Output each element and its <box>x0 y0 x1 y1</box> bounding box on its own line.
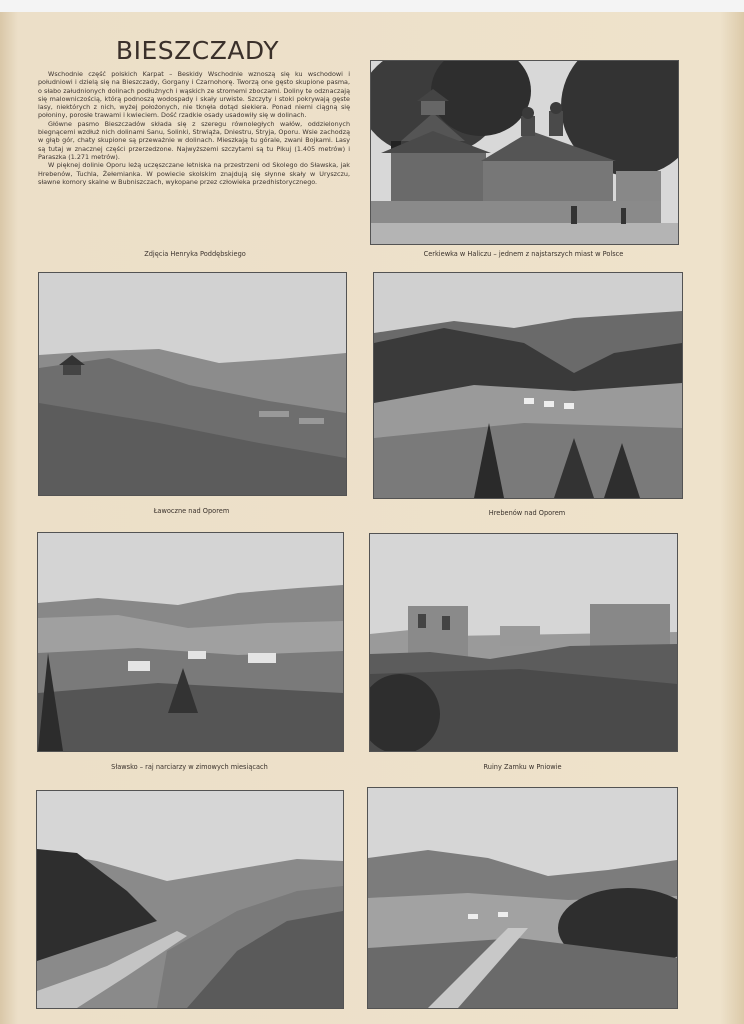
photo-slawsko <box>37 532 344 752</box>
article-paragraph: Główne pasmo Bieszczadów składa się z szeregu równoległych wałów, oddzielonych biegnącemi wzdłuż nich dolinami Sanu, Solinki, Strwiąża, Dniestru, Stryja, Oporu. Wsie zachodzą w głąb gór, chaty skupione są przeważnie w dolinach. Mieszkają tu górale, zwani Bojkami. Lasy są tutaj w znacznej części przerzedzone. Najwyższemi szczytami są tu Pikuj (1.405 metrów) i Paraszka (1.271 metrów). <box>38 119 350 161</box>
caption-lawoczne: Ławoczne nad Oporem <box>153 507 230 515</box>
caption-ruins: Ruiny Zamku w Pniowie <box>483 763 562 771</box>
caption-church: Cerkiewka w Haliczu – jednem z najstarszych miast w Polsce <box>423 250 624 258</box>
article-paragraph: W pięknej dolinie Oporu leżą uczęszczane letniska na przestrzeni od Skolego do Sławska, jak Hrebenów, Tuchla, Żełemianka. W powiecie skolskim znajdują się słynne skały w Uryszczu, sławne komory skalne w Bubniszczach, wykopane przez człowieka przedhistorycznego. <box>38 161 350 186</box>
photo-lawoczne <box>38 272 347 496</box>
article-text <box>38 70 350 186</box>
caption-hrebenow: Hrebenów nad Oporem <box>488 509 566 517</box>
photo-wooden-church <box>370 60 679 245</box>
photo-valley-road <box>36 790 344 1009</box>
photo-credit: Zdjęcia Henryka Poddębskiego <box>144 250 246 258</box>
caption-slawsko: Sławsko – raj narciarzy w zimowych miesiącach <box>111 763 268 771</box>
page-title: BIESZCZADY <box>115 36 280 65</box>
photo-valley-panorama <box>367 787 678 1009</box>
photo-hrebenow <box>373 272 683 499</box>
article-paragraph: Wschodnie część polskich Karpat – Beskidy Wschodnie wznoszą się ku wschodowi i południowi i dzielą się na Bieszczady, Gorgany i Czarnohorę. Tworzą one gęsto skupione pasma, o słabo załudnionych dolinach podłużnych i wąskich ze stromemi zboczami. Doliny te odznaczają się malowniczością, którą podnoszą wodospady i skały urwiste. Szczyty i stoki pokrywają gęste lasy, niektórych z nich, wyżej położonych, nie tknęła dotąd siekiera. Ponad niemi ciągną się połoniny, porosłe trawami i kwieciem. Dość rzadkie osady usadowiły się w dolinach. <box>38 70 350 120</box>
scan-top-margin <box>0 0 744 12</box>
photo-castle-ruins <box>369 533 678 752</box>
